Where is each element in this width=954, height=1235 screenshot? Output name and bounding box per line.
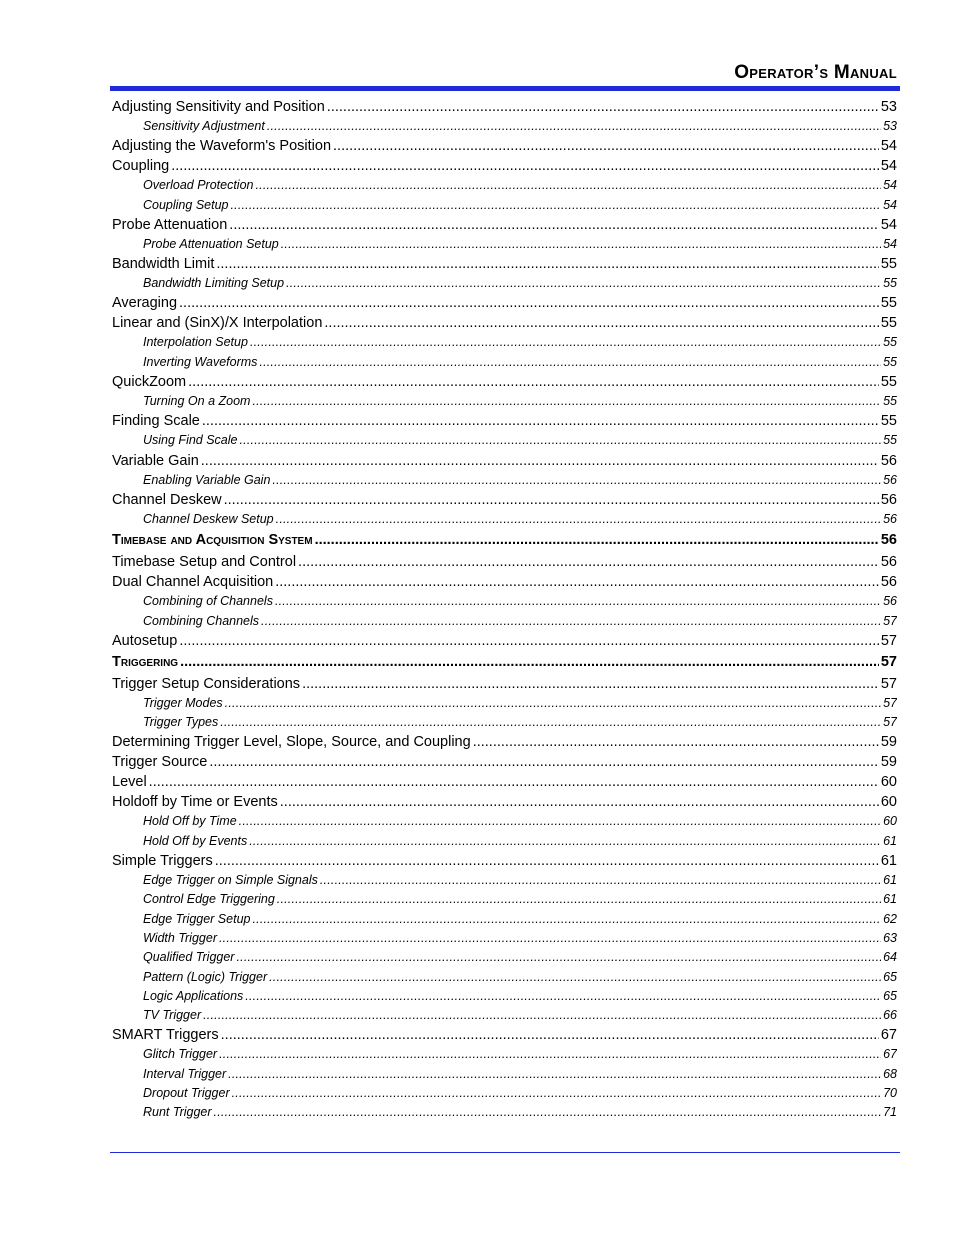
toc-entry-title: Triggering [112, 653, 179, 670]
dot-leader [214, 1103, 882, 1122]
dot-leader [327, 97, 879, 117]
toc-entry-title: Probe Attenuation [112, 216, 228, 233]
dot-leader [202, 411, 879, 431]
toc-entry-title: Linear and (SinX)/X Interpolation [112, 315, 323, 332]
toc-page-number: 56 [883, 511, 897, 526]
toc-entry[interactable] [112, 674, 897, 694]
toc-subentry[interactable] [112, 353, 897, 372]
toc-entry[interactable] [112, 313, 897, 333]
dot-leader [216, 254, 879, 274]
toc-page-number: 54 [883, 178, 897, 193]
dot-leader [225, 694, 881, 713]
toc-page-number: 56 [880, 532, 897, 549]
toc-page-number: 71 [883, 1105, 897, 1120]
dot-leader [220, 713, 881, 732]
dot-leader [261, 612, 881, 631]
toc-entry-title: Adjusting Sensitivity and Position [112, 99, 325, 115]
toc-subentry[interactable] [112, 392, 897, 411]
toc-subentry[interactable] [112, 1084, 897, 1103]
toc-page-number: 56 [880, 554, 897, 571]
toc-entry-title: Channel Deskew [112, 491, 222, 508]
toc-entry[interactable] [112, 293, 897, 313]
toc-entry-title: Autosetup [112, 632, 178, 649]
toc-subentry[interactable] [112, 910, 897, 929]
toc-page-number: 55 [880, 374, 897, 391]
toc-page-number: 55 [883, 335, 897, 350]
toc-page-number: 55 [880, 256, 897, 273]
toc-entry[interactable] [112, 411, 897, 431]
toc-page-number: 54 [883, 236, 897, 251]
dot-leader [267, 117, 881, 136]
toc-entry-title: Dropout Trigger [143, 1086, 230, 1101]
toc-subentry[interactable] [112, 1006, 897, 1025]
toc-entry-title: Averaging [112, 295, 178, 312]
toc-subentry[interactable] [112, 713, 897, 732]
toc-subentry[interactable] [112, 431, 897, 450]
toc-entry[interactable] [112, 490, 897, 510]
toc-entry[interactable] [112, 772, 897, 792]
toc-entry-title: Holdoff by Time or Events [112, 794, 278, 811]
toc-entry-title: Sensitivity Adjustment [143, 119, 265, 133]
toc-entry-title: Trigger Source [112, 754, 208, 771]
footer-rule [110, 1152, 900, 1153]
toc-entry-title: Hold Off by Events [143, 833, 248, 848]
toc-entry-title: Turning On a Zoom [143, 394, 251, 409]
toc-subentry[interactable] [112, 694, 897, 713]
toc-entry[interactable] [112, 851, 897, 871]
dot-leader [229, 215, 879, 235]
toc-entry-title: Runt Trigger [143, 1105, 212, 1120]
dot-leader [252, 910, 881, 929]
toc-entry[interactable] [112, 732, 897, 752]
toc-page-number: 54 [880, 158, 897, 175]
toc-subentry[interactable] [112, 196, 897, 215]
toc-page-number: 65 [883, 969, 897, 984]
toc-entry-title: Interpolation Setup [143, 335, 248, 350]
dot-leader [275, 592, 881, 611]
dot-leader [302, 674, 879, 694]
dot-leader [203, 1006, 881, 1025]
page-header-title: Operator’s Manual [734, 62, 897, 83]
toc-page-number: 55 [880, 413, 897, 430]
dot-leader [245, 987, 881, 1006]
toc-entry[interactable] [112, 136, 897, 156]
dot-leader [240, 431, 882, 450]
toc-page-number: 57 [880, 632, 897, 649]
toc-entry-title: Trigger Setup Considerations [112, 675, 301, 692]
toc-subentry[interactable] [112, 987, 897, 1006]
toc-subentry[interactable] [112, 1065, 897, 1084]
toc-page-number: 57 [883, 695, 897, 710]
toc-page-number: 59 [880, 734, 897, 751]
toc-subentry[interactable] [112, 871, 897, 890]
toc-entry[interactable] [112, 451, 897, 471]
toc-page-number: 64 [883, 950, 897, 965]
toc-entry-title: Adjusting the Waveform's Position [112, 138, 332, 155]
toc-subentry[interactable] [112, 948, 897, 967]
toc-entry-title: Combining Channels [143, 613, 260, 628]
toc-entry-title: Level [112, 774, 147, 791]
toc-page-number: 57 [883, 613, 897, 628]
toc-entry-title: SMART Triggers [112, 1027, 219, 1044]
toc-page-number: 67 [880, 1027, 897, 1044]
toc-page-number: 54 [880, 138, 897, 155]
dot-leader [180, 651, 879, 674]
toc-entry-title: Finding Scale [112, 413, 200, 430]
dot-leader [255, 176, 881, 195]
dot-leader [188, 372, 879, 392]
toc-entry[interactable] [112, 572, 897, 592]
dot-leader [315, 529, 879, 552]
toc-subentry[interactable] [112, 1045, 897, 1064]
toc-page-number: 56 [880, 452, 897, 469]
toc-page-number: 70 [883, 1086, 897, 1101]
dot-leader [232, 1084, 881, 1103]
toc-entry[interactable] [112, 156, 897, 176]
toc-entry-title: Variable Gain [112, 452, 199, 469]
dot-leader [280, 792, 879, 812]
toc-entry-title: Bandwidth Limit [112, 256, 215, 273]
toc-entry-title: Combining of Channels [143, 594, 273, 609]
toc-entry-title: QuickZoom [112, 374, 187, 391]
toc-page-number: 55 [880, 315, 897, 332]
dot-leader [179, 631, 879, 651]
toc-page-number: 55 [883, 433, 897, 448]
dot-leader [215, 851, 879, 871]
toc-entry-title: Timebase and Acquisition System [112, 532, 313, 549]
toc-subentry[interactable] [112, 510, 897, 529]
toc-subentry[interactable] [112, 333, 897, 352]
toc-page-number: 67 [883, 1047, 897, 1062]
toc-entry-title: Width Trigger [143, 930, 217, 945]
toc-entry-title: Hold Off by Time [143, 814, 237, 829]
dot-leader [209, 752, 878, 772]
toc-entry[interactable] [112, 1025, 897, 1045]
dot-leader [272, 471, 881, 490]
toc-entry[interactable] [112, 215, 897, 235]
dot-leader [239, 812, 881, 831]
dot-leader [228, 1065, 881, 1084]
toc-entry-title: Timebase Setup and Control [112, 554, 297, 571]
dot-leader [281, 235, 881, 254]
toc-entry[interactable] [112, 631, 897, 651]
toc-entry-title: Simple Triggers [112, 853, 213, 870]
toc-subentry[interactable] [112, 592, 897, 611]
toc-entry[interactable] [112, 372, 897, 392]
toc-subentry[interactable] [112, 1103, 897, 1122]
dot-leader [149, 772, 879, 792]
toc-entry-title: Inverting Waveforms [143, 354, 258, 369]
toc-section-entry[interactable] [112, 651, 897, 674]
dot-leader [249, 832, 881, 851]
dot-leader [179, 293, 879, 313]
dot-leader [333, 136, 879, 156]
toc-page-number: 68 [883, 1066, 897, 1081]
toc-subentry[interactable] [112, 471, 897, 490]
toc-entry[interactable] [112, 254, 897, 274]
toc-page-number: 54 [883, 197, 897, 212]
dot-leader [473, 732, 879, 752]
toc-page-number: 59 [880, 754, 897, 771]
toc-entry-title: Using Find Scale [143, 433, 238, 448]
header-rule [110, 86, 900, 91]
toc-page-number: 55 [883, 394, 897, 409]
toc-page-number: 54 [880, 216, 897, 233]
toc-entry-title: Overload Protection [143, 178, 254, 193]
toc-page-number: 62 [883, 911, 897, 926]
toc-page-number: 57 [880, 675, 897, 692]
toc-page-number: 53 [880, 99, 897, 115]
dot-leader [275, 572, 879, 592]
toc-page-number: 63 [883, 930, 897, 945]
toc-entry-title: Edge Trigger on Simple Signals [143, 873, 318, 888]
toc-subentry[interactable] [112, 117, 897, 136]
toc-page-number: 65 [883, 988, 897, 1003]
toc-subentry[interactable] [112, 274, 897, 293]
toc-page-number: 55 [883, 354, 897, 369]
toc-subentry[interactable] [112, 235, 897, 254]
toc-subentry[interactable] [112, 929, 897, 948]
toc-entry-title: Interval Trigger [143, 1066, 227, 1081]
toc-page-number: 56 [880, 491, 897, 508]
toc-entry-title: Probe Attenuation Setup [143, 236, 279, 251]
toc-page-number: 60 [883, 814, 897, 829]
dot-leader [298, 552, 879, 572]
toc-page-number: 55 [883, 276, 897, 291]
dot-leader [219, 929, 881, 948]
toc-entry-title: Qualified Trigger [143, 950, 235, 965]
table-of-contents [112, 97, 897, 1123]
dot-leader [250, 333, 881, 352]
toc-subentry[interactable] [112, 832, 897, 851]
toc-page-number: 53 [883, 119, 897, 133]
toc-page-number: 66 [883, 1008, 897, 1023]
toc-entry[interactable] [112, 552, 897, 572]
toc-entry-title: Enabling Variable Gain [143, 472, 271, 487]
toc-page-number: 57 [883, 715, 897, 730]
toc-entry-title: Control Edge Triggering [143, 892, 275, 907]
dot-leader [259, 353, 881, 372]
toc-entry-title: TV Trigger [143, 1008, 202, 1023]
toc-page-number: 56 [880, 574, 897, 591]
toc-entry-title: Glitch Trigger [143, 1047, 218, 1062]
dot-leader [219, 1045, 881, 1064]
toc-entry-title: Edge Trigger Setup [143, 911, 251, 926]
toc-entry-title: Determining Trigger Level, Slope, Source, and Coupling [112, 734, 471, 751]
dot-leader [277, 890, 881, 909]
dot-leader [171, 156, 879, 176]
dot-leader [276, 510, 881, 529]
toc-entry-title: Dual Channel Acquisition [112, 574, 274, 591]
toc-page-number: 60 [880, 794, 897, 811]
toc-entry-title: Bandwidth Limiting Setup [143, 276, 285, 291]
toc-subentry[interactable] [112, 890, 897, 909]
toc-page-number: 60 [880, 774, 897, 791]
dot-leader [286, 274, 881, 293]
toc-entry-title: Logic Applications [143, 988, 244, 1003]
toc-subentry[interactable] [112, 176, 897, 195]
toc-entry[interactable] [112, 97, 897, 117]
dot-leader [252, 392, 881, 411]
toc-entry-title: Pattern (Logic) Trigger [143, 969, 268, 984]
dot-leader [269, 968, 881, 987]
dot-leader [201, 451, 879, 471]
toc-entry-title: Channel Deskew Setup [143, 511, 274, 526]
toc-entry-title: Trigger Modes [143, 695, 223, 710]
toc-page-number: 61 [883, 892, 897, 907]
toc-page-number: 55 [880, 295, 897, 312]
toc-entry-title: Trigger Types [143, 715, 219, 730]
toc-page-number: 61 [883, 833, 897, 848]
dot-leader [224, 490, 879, 510]
toc-page-number: 61 [883, 873, 897, 888]
toc-entry[interactable] [112, 752, 897, 772]
toc-subentry[interactable] [112, 968, 897, 987]
toc-entry-title: Coupling Setup [143, 197, 229, 212]
dot-leader [324, 313, 878, 333]
toc-entry[interactable] [112, 792, 897, 812]
toc-page-number: 56 [883, 472, 897, 487]
toc-section-entry[interactable] [112, 529, 897, 552]
dot-leader [320, 871, 881, 890]
dot-leader [221, 1025, 879, 1045]
toc-page-number: 56 [883, 594, 897, 609]
toc-page-number: 61 [880, 853, 897, 870]
toc-subentry[interactable] [112, 812, 897, 831]
toc-page-number: 57 [880, 653, 897, 670]
toc-subentry[interactable] [112, 612, 897, 631]
dot-leader [230, 196, 881, 215]
toc-entry-title: Coupling [112, 158, 170, 175]
dot-leader [236, 948, 881, 967]
